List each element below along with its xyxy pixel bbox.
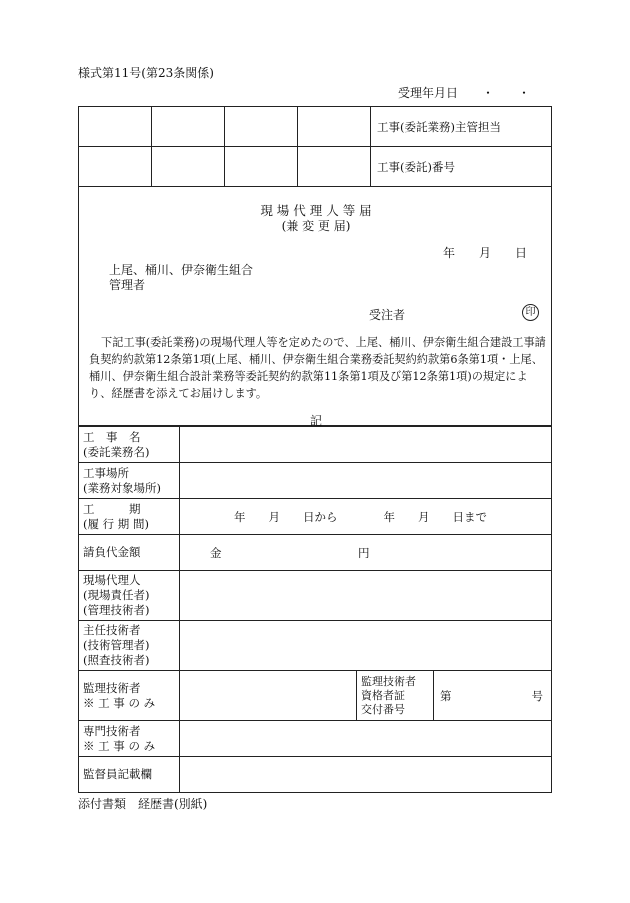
chief-engineer-header: [79, 621, 180, 671]
work-name-header: [79, 427, 180, 463]
certificate-label-3: 交付番号: [361, 702, 405, 716]
amount-suffix: 円: [358, 545, 370, 560]
certificate-label-1: 監理技術者: [361, 674, 416, 688]
blank-cell[interactable]: [79, 107, 152, 147]
work-site-label: 工事場所: [83, 465, 129, 480]
certificate-label-2: 資格者証: [361, 688, 405, 702]
received-date: 受理年月日 ・ ・: [398, 86, 531, 100]
chief-engineer-sub1: (技術管理者): [83, 638, 150, 652]
addressee-org: 上尾、桶川、伊奈衛生組合: [109, 263, 254, 277]
certificate-field[interactable]: [434, 671, 552, 721]
work-site-field[interactable]: [180, 463, 552, 499]
chief-engineer-label: 主任技術者: [83, 623, 141, 637]
supervising-engineer-header: [79, 671, 180, 721]
specialist-engineer-note: ※ 工 事 の み: [83, 738, 156, 753]
blank-cell[interactable]: [152, 147, 225, 187]
inspector-field[interactable]: [180, 757, 552, 793]
seal-mark: 印: [522, 304, 539, 321]
site-agent-field[interactable]: [180, 571, 552, 621]
top-table: [78, 106, 552, 187]
notice-subtitle: (兼 変 更 届): [281, 219, 351, 233]
notice-body: 下記工事(委託業務)の現場代理人等を定めたので、上尾、桶川、伊奈衛生組合建設工事請負契約約款第12条第1項(上尾、桶川、伊奈衛生組合業務委託契約約款第6条第1項・上尾、桶川、伊奈衛生組合設計業務等委託契約約款第11条第1項及び第12条第1項)の規定により、経歴書を添えてお届けします。: [89, 336, 546, 400]
form-number: 様式第11号(第23条関係): [78, 66, 214, 80]
specialist-engineer-header: [79, 721, 180, 757]
attachment-note: 添付書類 経歴書(別紙): [78, 797, 208, 811]
supervising-engineer-field[interactable]: [180, 671, 357, 721]
specialist-engineer-field[interactable]: [180, 721, 552, 757]
inspector-header: 監督員記載欄: [79, 757, 180, 793]
detail-table: [78, 426, 552, 793]
blank-cell[interactable]: [298, 107, 371, 147]
addressee-title: 管理者: [109, 278, 146, 292]
amount-header: 請負代金額: [79, 535, 180, 571]
contractor-label: 受注者: [369, 308, 406, 322]
site-agent-header: [79, 571, 180, 621]
supervising-engineer-note: ※ 工 事 の み: [83, 695, 156, 710]
ki-mark: 記: [309, 414, 322, 428]
work-site-sub: (業務対象場所): [83, 480, 161, 495]
period-field[interactable]: 年 月 日から 年 月 日まで: [180, 499, 552, 535]
specialist-engineer-label: 専門技術者: [83, 723, 141, 738]
blank-cell[interactable]: [152, 107, 225, 147]
period-sub: (履 行 期 間): [83, 516, 149, 531]
period-label: 工 期: [83, 501, 141, 516]
certificate-header: [357, 671, 434, 721]
amount-field[interactable]: [180, 535, 552, 571]
blank-cell[interactable]: [298, 147, 371, 187]
work-site-header: [79, 463, 180, 499]
supervisor-label: 工事(委託業務)主管担当: [371, 107, 552, 147]
work-name-label: 工 事 名: [83, 429, 141, 444]
work-number-label: 工事(委託)番号: [371, 147, 552, 187]
blank-cell[interactable]: [79, 147, 152, 187]
site-agent-label: 現場代理人: [83, 573, 141, 587]
blank-cell[interactable]: [225, 147, 298, 187]
chief-engineer-field[interactable]: [180, 621, 552, 671]
work-name-sub: (委託業務名): [83, 444, 150, 459]
site-agent-sub1: (現場責任者): [83, 588, 150, 602]
notice-title: 現 場 代 理 人 等 届: [260, 203, 372, 218]
amount-prefix: 金: [210, 545, 222, 560]
site-agent-sub2: (管理技術者): [83, 603, 150, 617]
supervising-engineer-label: 監理技術者: [83, 680, 141, 695]
chief-engineer-sub2: (照査技術者): [83, 653, 150, 667]
cert-suffix: 号: [531, 688, 543, 703]
cert-prefix: 第: [440, 688, 452, 703]
blank-cell[interactable]: [225, 107, 298, 147]
period-header: [79, 499, 180, 535]
notice-date: 年 月 日: [443, 246, 528, 260]
notice-box: [78, 185, 552, 426]
work-name-field[interactable]: [180, 427, 552, 463]
